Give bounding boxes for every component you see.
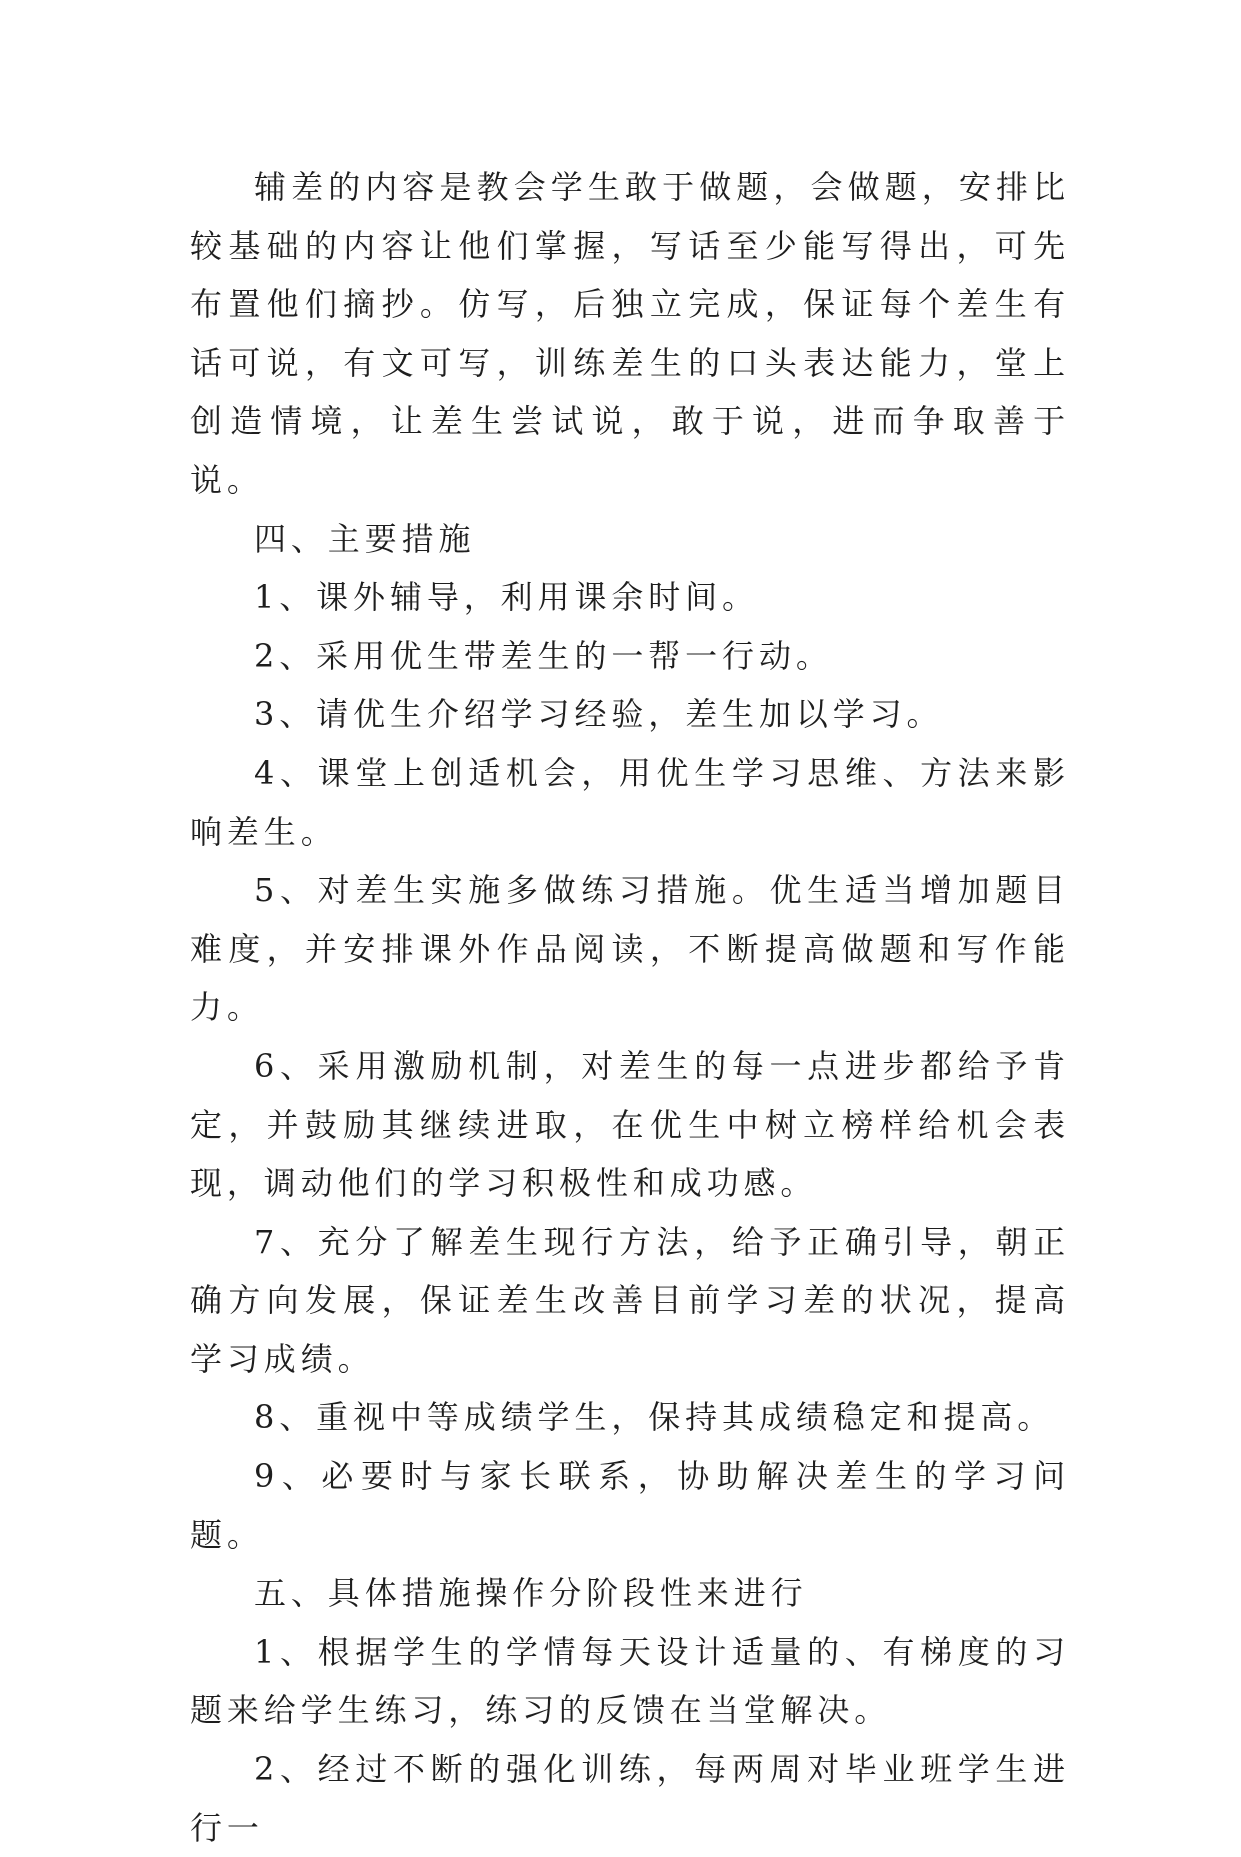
specific-item-1: 1、根据学生的学情每天设计适量的、有梯度的习题来给学生练习，练习的反馈在当堂解决。 xyxy=(190,1632,1070,1730)
measure-item-9: 9、必要时与家长联系，协助解决差生的学习问题。 xyxy=(190,1457,1070,1554)
heading-main-measures: 四、主要措施 xyxy=(254,519,476,558)
measure-item-6: 6、采用激励机制，对差生的每一点进步都给予肯定，并鼓励其继续进取，在优生中树立榜样给机会表现，调动他们的学习积极性和成功感。 xyxy=(190,1046,1070,1203)
measure-item-2: 2、采用优生带差生的一帮一行动。 xyxy=(254,636,833,675)
specific-item-2: 2、经过不断的强化训练，每两周对毕业班学生进行一 xyxy=(190,1750,1070,1847)
measure-item-3: 3、请优生介绍学习经验，差生加以学习。 xyxy=(254,695,944,734)
measure-item-7: 7、充分了解差生现行方法，给予正确引导，朝正确方向发展，保证差生改善目前学习差的状况，提高学习成绩。 xyxy=(190,1222,1070,1378)
heading-specific-measures: 五、具体措施操作分阶段性来进行 xyxy=(254,1574,808,1613)
document-body xyxy=(190,158,1070,1857)
measure-item-5: 5、对差生实施多做练习措施。优生适当增加题目难度，并安排课外作品阅读，不断提高做题和写作能力。 xyxy=(190,871,1070,1027)
paragraph-remedial-content: 辅差的内容是教会学生敢于做题，会做题，安排比较基础的内容让他们掌握，写话至少能写得出，可先布置他们摘抄。仿写，后独立完成，保证每个差生有话可说，有文可写，训练差生的口头表达能力，堂上创造情境，让差生尝试说，敢于说，进而争取善于说。 xyxy=(190,168,1070,499)
measure-item-8: 8、重视中等成绩学生，保持其成绩稳定和提高。 xyxy=(254,1398,1055,1437)
measure-item-4: 4、课堂上创适机会，用优生学习思维、方法来影响差生。 xyxy=(190,753,1070,851)
measure-item-1: 1、课外辅导，利用课余时间。 xyxy=(254,578,759,617)
